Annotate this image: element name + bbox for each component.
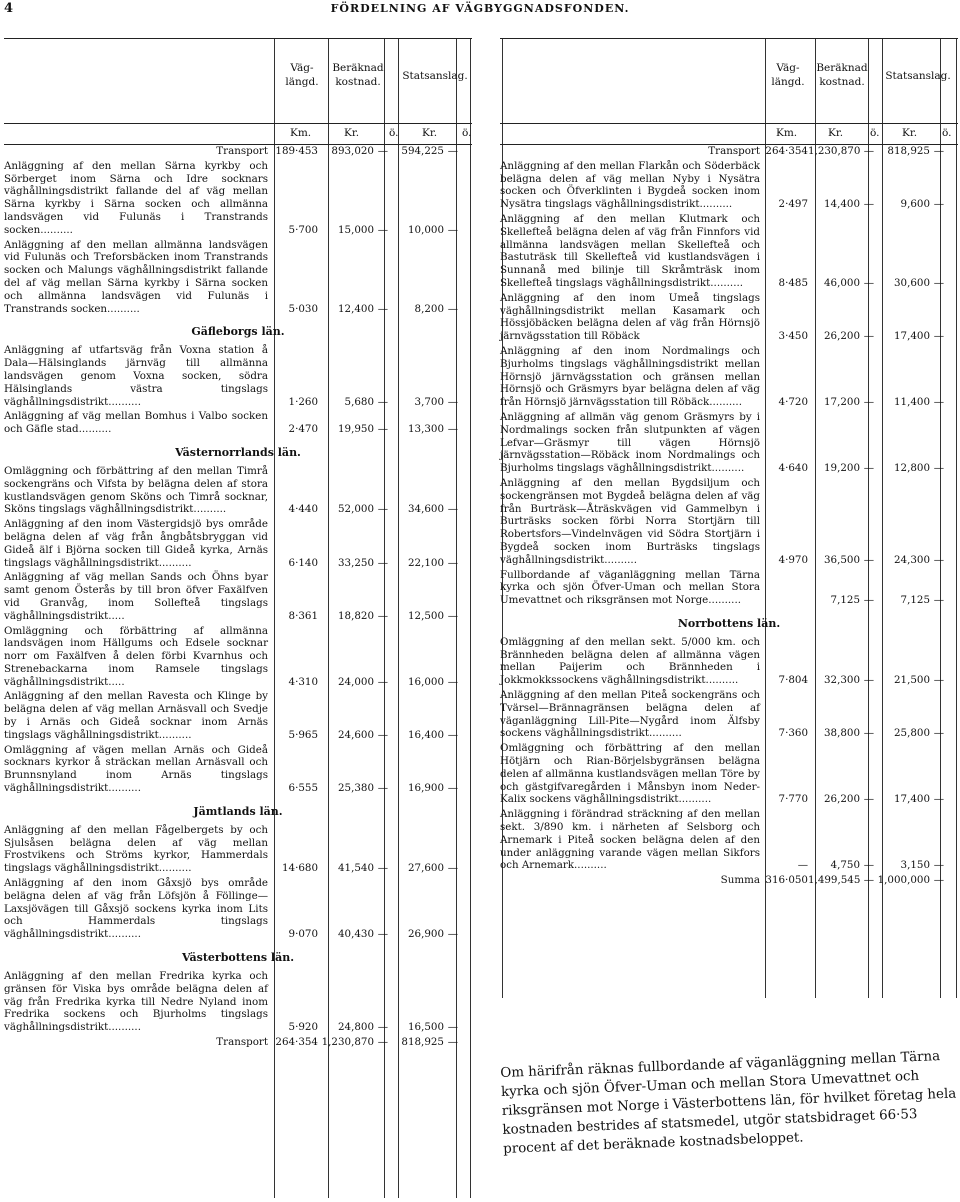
road-length: 6·555 — [288, 782, 318, 795]
cost-kronor: 5,680 — [344, 395, 374, 408]
grant-ore: — — [447, 862, 458, 875]
grant-ore: — — [447, 928, 458, 941]
item-description: Anläggning af den mellan Särna kyrkby och Sörberget inom Särna och Idre socknars väghållningsdistrikt fallande del af väg mellan Särna kyrkby i Särna socken och allmänna landsvägen vid Fulunäs i Transtrands socken.......... — [4, 159, 268, 236]
right-rows — [500, 145, 958, 887]
cost-ore: — — [377, 862, 388, 875]
table-row — [4, 344, 472, 408]
road-length: 3·450 — [778, 330, 808, 343]
grant-kronor: 16,500 — [407, 1021, 444, 1034]
table-row — [500, 411, 958, 475]
table-row — [4, 744, 472, 795]
table-row — [500, 292, 958, 343]
grant-ore: — — [933, 727, 944, 740]
cost-kronor: 32,300 — [823, 674, 860, 687]
header-beraknad: Beräknad kostnad. — [332, 62, 384, 88]
right-column — [500, 38, 958, 889]
table-row — [4, 690, 472, 741]
header-vaglangd: Väg- längd. — [285, 62, 319, 88]
unit-ore: ö. — [462, 127, 472, 139]
item-description: Anläggning af den inom Nordmalings och Bjurholms tingslags väghållningsdistrikt mellan Hörnsjö järnvägsstation och gränsen mellan Hörnsjö och Gräsmyrs byar belägna delen af väg från Hörnsjö järnvägsstation till Röbäck.......... — [500, 344, 760, 409]
item-description: Omläggning af vägen mellan Arnäs och Gideå socknars kyrkor å sträckan mellan Arnäsvall och Brunnsnyland inom Arnäs tingslags väghållningsdistrikt.......... — [4, 743, 268, 795]
section-heading: Jämtlands län. — [193, 804, 283, 818]
cost-kronor: 33,250 — [337, 556, 374, 569]
item-description: Anläggning i förändrad sträckning af den mellan sekt. 3/890 km. i närheten af Selsborg och Arnemark i Piteå socken belägna delen af den under anläggning varande vägen mellan Sikfors och Arnemark.......... — [500, 808, 760, 872]
road-length: 316·050 — [765, 874, 808, 887]
cost-ore: — — [863, 793, 874, 806]
road-length: 8·361 — [288, 609, 318, 622]
transport-row — [4, 145, 472, 158]
road-length: 7·804 — [778, 674, 808, 687]
table-row — [500, 477, 958, 567]
cost-kronor: 36,500 — [823, 553, 860, 566]
grant-kronor: 13,300 — [407, 423, 444, 436]
table-row — [4, 160, 472, 237]
grant-ore: — — [447, 423, 458, 436]
grant-kronor: 16,900 — [407, 782, 444, 795]
item-description: Anläggning af den mellan Fredrika kyrka och gränsen för Viska bys område belägna delen af väg från Fredrika kyrka till Nedre Nyland inom Fredrika sockens och Bjurholms tingslags väghållningsdistrikt.......... — [4, 970, 268, 1034]
grant-ore: — — [933, 793, 944, 806]
road-length: 4·720 — [778, 396, 808, 409]
grant-kronor: 11,400 — [893, 396, 930, 409]
grant-kronor: 27,600 — [407, 862, 444, 875]
cost-kronor: 1,230,870 — [321, 1036, 374, 1049]
grant-ore: — — [933, 674, 944, 687]
table-row — [500, 213, 958, 290]
item-description: Summa — [720, 874, 760, 887]
road-length: 264·354 — [765, 145, 808, 157]
grant-kronor: 22,100 — [407, 556, 444, 569]
grant-ore: — — [933, 874, 944, 887]
table-row — [4, 410, 472, 436]
cost-ore: — — [863, 276, 874, 289]
road-length: 5·965 — [288, 728, 318, 741]
cost-ore: — — [863, 727, 874, 740]
cost-kronor: 24,800 — [337, 1021, 374, 1034]
table-row — [4, 877, 472, 941]
grant-ore: — — [933, 553, 944, 566]
item-description: Anläggning af den inom Gåxsjö bys område belägna delen af väg från Löfsjön å Föllinge—Laxsjövägen till Gåxsjö sockens kyrka inom Lits och Hammerdals tingslags väghållningsdistrikt.......... — [4, 877, 268, 941]
grant-kronor: 30,600 — [893, 276, 930, 289]
road-length: 189·453 — [275, 145, 318, 157]
cost-kronor: 41,540 — [337, 862, 374, 875]
section-heading: Västerbottens län. — [181, 951, 295, 965]
grant-ore: — — [933, 276, 944, 289]
units-row — [4, 124, 472, 145]
grant-ore: — — [447, 395, 458, 408]
closing-paragraph: Om härifrån räknas fullbordande af väganläggning mellan Tärna kyrka och sjön Öfver-Uman och mellan Stora Umevattnet och riksgränsen mot Norge i Västerbottens län, för hvilket företag hela kostnaden bestrides af statsmedel, utgör statsbidraget 66·53 procent af det beräknade kostnadsbeloppet. — [500, 1049, 957, 1157]
cost-ore: — — [863, 674, 874, 687]
table-row — [500, 160, 958, 211]
table-row — [4, 518, 472, 569]
cost-kronor: 15,000 — [337, 223, 374, 236]
table-row — [4, 571, 472, 622]
cost-kronor: 52,000 — [337, 503, 374, 516]
section-heading: Gäfleborgs län. — [191, 325, 285, 339]
unit-kr: Kr. — [344, 127, 360, 139]
road-length: 7·770 — [778, 793, 808, 806]
grant-kronor: 16,000 — [407, 675, 444, 688]
grant-ore: — — [933, 145, 944, 157]
cost-kronor: 38,800 — [823, 727, 860, 740]
road-length: 14·680 — [281, 862, 318, 875]
road-length: 7·360 — [778, 727, 808, 740]
grant-kronor: 17,400 — [893, 793, 930, 806]
table-row — [500, 636, 958, 687]
table-header — [4, 38, 472, 124]
cost-ore: — — [377, 302, 388, 315]
grant-ore: — — [933, 396, 944, 409]
grant-kronor: 10,000 — [407, 223, 444, 236]
grant-ore: — — [933, 859, 944, 872]
grant-kronor: 25,800 — [893, 727, 930, 740]
cost-ore: — — [377, 1021, 388, 1034]
grant-ore: — — [447, 1036, 458, 1049]
unit-kr: Kr. — [422, 127, 438, 139]
item-description: Anläggning af den mellan Bygdsiljum och sockengränsen mot Bygdeå belägna delen af väg från Burträsk—Åträskvägen vid Gammelbyn i Burträsks socken förbi Norra Stortjärn till Robertsfors—Vindelnvägen vid Södra Stortjärn i Bygdeå socken inom Burträsks tingslags väghållningsdistrikt.......... — [500, 476, 760, 566]
cost-kronor: 1,230,870 — [808, 145, 861, 157]
grant-kronor: 12,800 — [893, 462, 930, 475]
section-heading: Västernorrlands län. — [175, 445, 301, 459]
header-statsanslag: Statsanslag. — [402, 70, 468, 82]
transport-row — [4, 1036, 472, 1049]
item-description: Omläggning och förbättring af allmänna landsvägen inom Hällgums och Edsele socknar norr om Faxälfven å delen förbi Kvarnhus och Strenebackarna inom Ramsele tingslags väghållningsdistrikt..... — [4, 624, 268, 688]
table-row — [500, 345, 958, 409]
road-length: 2·497 — [778, 198, 808, 211]
grant-kronor: 3,700 — [414, 395, 444, 408]
table-row — [500, 742, 958, 806]
road-length: 4·440 — [288, 503, 318, 516]
running-title: FÖRDELNING AF VÄGBYGGNADSFONDEN. — [330, 2, 630, 15]
item-description: Anläggning af allmän väg genom Gräsmyrs by i Nordmalings socken från slutpunkten af vägen Lefvar—Gräsmyr till vägen Hörnsjö järnvägsstation—Röbäck inom Nordmalings och Bjurholms tingslags väghållningsdistrikt.......... — [500, 410, 760, 475]
cost-ore: — — [377, 728, 388, 741]
grant-ore: — — [447, 675, 458, 688]
cost-kronor: 17,200 — [823, 396, 860, 409]
header-statsanslag: Statsanslag. — [885, 70, 951, 82]
cost-ore: — — [863, 594, 874, 607]
grant-kronor: 21,500 — [893, 674, 930, 687]
item-description: Anläggning af den mellan Flarkån och Söderbäck belägna delen af väg mellan Nyby i Nysätra socken och Öfverklinten i Bygdeå socken inom Nysätra tingslags väghållningsdistrikt.......... — [500, 159, 760, 211]
item-description: Transport — [216, 145, 268, 157]
road-length: 2·470 — [288, 423, 318, 436]
cost-ore: — — [863, 874, 874, 887]
cost-kronor: 12,400 — [337, 302, 374, 315]
grant-ore: — — [933, 462, 944, 475]
item-description: Anläggning af väg mellan Bomhus i Valbo socken och Gäfle stad.......... — [4, 410, 268, 436]
road-length: 8·485 — [778, 276, 808, 289]
grant-kronor: 34,600 — [407, 503, 444, 516]
grant-ore: — — [447, 728, 458, 741]
grant-kronor: 818,925 — [401, 1036, 444, 1049]
table-row — [4, 970, 472, 1034]
grant-ore: — — [933, 594, 944, 607]
table-row — [4, 239, 472, 316]
item-description: Anläggning af den mellan Ravesta och Klinge by belägna delen af väg mellan Arnäsvall och Svedje by i Arnäs och Gideå socknar inom Arnäs tingslags väghållningsdistrikt.......... — [4, 690, 268, 741]
item-description: Omläggning och förbättring af den mellan Timrå sockengräns och Vifsta by belägna delen af stora kustlandsvägen genom Sköns och Timrå socknar, Sköns tingslags väghållningsdistrikt.......... — [4, 464, 268, 516]
cost-kronor: 14,400 — [823, 198, 860, 211]
cost-ore: — — [377, 782, 388, 795]
cost-ore: — — [863, 462, 874, 475]
item-description: Transport — [216, 1036, 268, 1049]
cost-ore: — — [863, 396, 874, 409]
grant-ore: — — [447, 223, 458, 236]
table-row — [4, 824, 472, 875]
cost-kronor: 25,380 — [337, 782, 374, 795]
grant-ore: — — [447, 302, 458, 315]
cost-ore: — — [377, 675, 388, 688]
cost-kronor: 18,820 — [337, 609, 374, 622]
grant-kronor: 9,600 — [900, 198, 930, 211]
item-description: Anläggning af väg mellan Sands och Öhns byar samt genom Österås by till bron öfver Faxälfven vid Granvåg, inom Sollefteå tingslags väghållningsdistrikt..... — [4, 571, 268, 622]
grant-kronor: 17,400 — [893, 330, 930, 343]
cost-ore: — — [377, 145, 388, 157]
grant-ore: — — [447, 1021, 458, 1034]
grant-ore: — — [447, 609, 458, 622]
item-description: Anläggning af den inom Umeå tingslags väghållningsdistrikt mellan Kasamark och Hössjöbäcken belägna delen af väg från Hörnsjö järnvägsstation till Röbäck — [500, 291, 760, 343]
road-length: 9·070 — [288, 928, 318, 941]
item-description: Anläggning af utfartsväg från Voxna station å Dala—Hälsinglands järnväg till allmänna landsvägen genom Voxna socken, södra Hälsinglands västra tingslags väghållningsdistrikt.......... — [4, 344, 268, 408]
grant-kronor: 3,150 — [900, 859, 930, 872]
item-description: Anläggning af den mellan allmänna landsvägen vid Fulunäs och Treforsbäcken inom Transtrands socken och Malungs väghållningsdistrikt fallande del af väg mellan Särna kyrkby i Särna socken och allmänna landsvägen vid Fulunäs i Transtrands socken.......... — [4, 238, 268, 315]
page-number: 4 — [4, 1, 14, 16]
cost-kronor: 19,200 — [823, 462, 860, 475]
grant-kronor: 8,200 — [414, 302, 444, 315]
cost-ore: — — [377, 423, 388, 436]
grant-ore: — — [933, 330, 944, 343]
grant-ore: — — [933, 198, 944, 211]
unit-kr: Kr. — [828, 127, 844, 139]
cost-kronor: 893,020 — [331, 145, 374, 157]
cost-kronor: 26,200 — [823, 793, 860, 806]
unit-km: Km. — [290, 127, 312, 139]
unit-kr: Kr. — [902, 127, 918, 139]
cost-kronor: 26,200 — [823, 330, 860, 343]
unit-km: Km. — [776, 127, 798, 139]
cost-ore: — — [377, 609, 388, 622]
table-row — [500, 808, 958, 872]
grant-kronor: 7,125 — [900, 594, 930, 607]
table-row — [4, 465, 472, 516]
transport-row — [500, 145, 958, 158]
grant-kronor: 24,300 — [893, 553, 930, 566]
summa-row — [500, 874, 958, 887]
item-description: Fullbordande af väganläggning mellan Tärna kyrka och sjön Öfver-Uman och mellan Stora Umevattnet och riksgränsen mot Norge.......... — [500, 568, 760, 607]
unit-ore: ö. — [389, 127, 399, 139]
grant-ore: — — [447, 556, 458, 569]
item-description: Anläggning af den mellan Klutmark och Skellefteå belägna delen af väg från Finnfors vid allmänna landsvägen mellan Skellefteå och Bastuträsk till Skellefteå vid kustlandsvägen i Sunnanå med bilinje till Skråmträsk inom Skellefteå tingslags väghållningsdistrikt.......... — [500, 212, 760, 289]
item-description: Anläggning af den mellan Fågelbergets by och Sjulsåsen belägna delen af väg mellan Frostvikens och Ströms kyrkor, Hammerdals tingslags väghållningsdistrikt.......... — [4, 823, 268, 875]
item-description: Omläggning af den mellan sekt. 5/000 km. och Brännheden belägna delen af allmänna vägen mellan Paijerim och Brännheden i Jokkmokkssockens väghållningsdistrikt.......... — [500, 635, 760, 687]
grant-ore: — — [447, 145, 458, 157]
left-column — [4, 38, 472, 1051]
item-description: Omläggning och förbättring af den mellan Hötjärn och Rian-Börjelsbygränsen belägna delen af allmänna kustlandsvägen mellan Töre by och gästgifvaregården i Månsbyn inom Neder-Kalix sockens väghållningsdistrikt.......... — [500, 742, 760, 806]
cost-kronor: 7,125 — [830, 594, 860, 607]
road-length: 6·140 — [288, 556, 318, 569]
item-description: Anläggning af den mellan Piteå sockengräns och Tvärsel—Brännagränsen belägna delen af väganläggning Lill-Pite—Nygård inom Älfsby sockens väghållningsdistrikt.......... — [500, 689, 760, 740]
cost-kronor: 46,000 — [823, 276, 860, 289]
table-row — [500, 689, 958, 740]
header-beraknad: Beräknad kostnad. — [816, 62, 868, 88]
unit-ore: ö. — [870, 127, 880, 139]
header-vaglangd: Väg- längd. — [771, 62, 805, 88]
road-length: — — [797, 859, 808, 872]
road-length: 4·640 — [778, 462, 808, 475]
grant-kronor: 26,900 — [407, 928, 444, 941]
road-length: 5·920 — [288, 1021, 318, 1034]
cost-ore: — — [377, 1036, 388, 1049]
road-length: 4·970 — [778, 553, 808, 566]
item-description: Transport — [708, 145, 760, 157]
table-header — [500, 38, 958, 124]
grant-ore: — — [447, 782, 458, 795]
road-length: 5·030 — [288, 302, 318, 315]
grant-kronor: 818,925 — [887, 145, 930, 157]
item-description: Anläggning af den inom Västergidsjö bys område belägna delen af väg från ångbåtsbryggan vid Gideå älf i Björna socken till Gideå kyrka, Arnäs tingslags väghållningsdistrikt.......... — [4, 518, 268, 569]
grant-kronor: 12,500 — [407, 609, 444, 622]
cost-ore: — — [377, 556, 388, 569]
cost-ore: — — [863, 198, 874, 211]
left-rows — [4, 145, 472, 1049]
cost-kronor: 4,750 — [830, 859, 860, 872]
cost-kronor: 19,950 — [337, 423, 374, 436]
cost-ore: — — [377, 503, 388, 516]
cost-ore: — — [863, 330, 874, 343]
cost-kronor: 40,430 — [337, 928, 374, 941]
table-row — [500, 569, 958, 607]
road-length: 1·260 — [288, 395, 318, 408]
grant-kronor: 594,225 — [401, 145, 444, 157]
grant-kronor: 1,000,000 — [877, 874, 930, 887]
cost-ore: — — [863, 553, 874, 566]
unit-ore: ö. — [942, 127, 952, 139]
cost-ore: — — [863, 859, 874, 872]
section-heading: Norrbottens län. — [677, 616, 781, 630]
cost-ore: — — [863, 145, 874, 157]
road-length: 4·310 — [288, 675, 318, 688]
page-header — [0, 0, 960, 20]
cost-ore: — — [377, 395, 388, 408]
grant-ore: — — [447, 503, 458, 516]
grant-kronor: 16,400 — [407, 728, 444, 741]
road-length: 5·700 — [288, 223, 318, 236]
table-row — [4, 625, 472, 689]
units-row — [500, 124, 958, 145]
cost-kronor: 24,600 — [337, 728, 374, 741]
cost-ore: — — [377, 928, 388, 941]
cost-kronor: 1,499,545 — [808, 874, 861, 887]
cost-ore: — — [377, 223, 388, 236]
road-length: 264·354 — [275, 1036, 318, 1049]
cost-kronor: 24,000 — [337, 675, 374, 688]
